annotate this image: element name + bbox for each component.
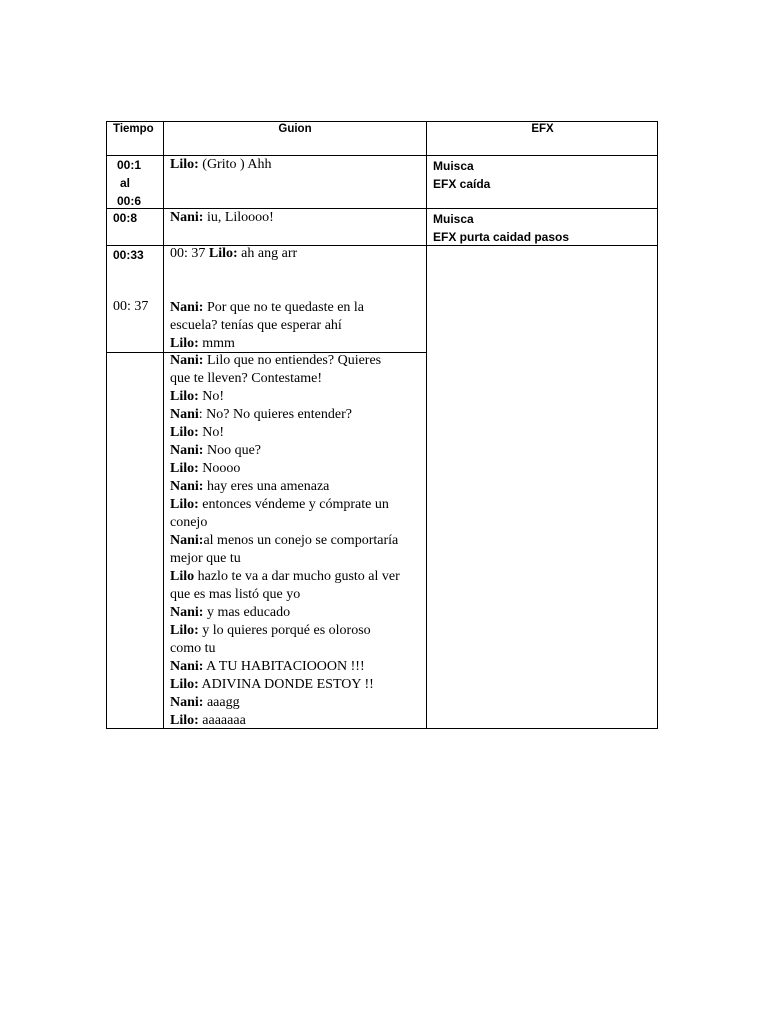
speaker: Nani:	[170, 353, 204, 368]
timestamp-prefix: 00: 37	[170, 246, 209, 261]
speaker: Nani	[170, 407, 199, 422]
dialogue-text: al menos un conejo se comportaría	[203, 533, 399, 548]
dialogue-line	[170, 370, 400, 388]
efx-line: Muisca	[433, 212, 474, 226]
dialogue-text: (Grito ) Ahh	[198, 157, 272, 172]
blank-line	[170, 263, 364, 281]
dialogue-text: : No? No quieres entender?	[198, 407, 352, 422]
dialogue-line	[170, 532, 400, 550]
speaker: Lilo:	[170, 677, 199, 692]
row2-efx	[433, 210, 569, 246]
dialogue-line	[170, 406, 400, 424]
speaker: Lilo:	[170, 336, 199, 351]
efx-line: EFX purta caidad pasos	[433, 230, 570, 244]
dialogue-text: como tu	[170, 641, 216, 656]
blank-line	[170, 281, 364, 299]
row3-tiempo	[113, 247, 144, 265]
dialogue-line	[170, 335, 364, 353]
dialogue-text: que te lleven? Contestame!	[170, 371, 322, 386]
dialogue-text: No!	[198, 425, 225, 440]
speaker: Lilo:	[170, 497, 199, 512]
dialogue-line	[170, 496, 400, 514]
speaker: Nani:	[170, 210, 204, 225]
dialogue-text: que es mas listó que yo	[170, 587, 301, 602]
row2-tiempo	[113, 210, 137, 228]
tiempo-line: 00:6	[117, 194, 142, 208]
dialogue-line	[170, 676, 400, 694]
dialogue-line	[170, 712, 400, 730]
dialogue-text: y mas educado	[203, 605, 291, 620]
dialogue-text: conejo	[170, 515, 208, 530]
speaker: Nani:	[170, 479, 204, 494]
row1-efx	[433, 157, 490, 193]
dialogue-text: No!	[198, 389, 225, 404]
tiempo-line: 00:1	[117, 158, 142, 172]
speaker: Lilo	[170, 569, 195, 584]
dialogue-text: iu, Liloooo!	[203, 210, 274, 225]
speaker: Nani:	[170, 659, 204, 674]
row1-guion	[170, 156, 272, 174]
header-guion: Guion	[278, 123, 312, 135]
dialogue-line	[170, 622, 400, 640]
dialogue-line	[170, 156, 272, 174]
speaker: Nani:	[170, 300, 204, 315]
dialogue-text: ADIVINA DONDE ESTOY !!	[198, 677, 374, 692]
dialogue-text: Noo que?	[203, 443, 261, 458]
row2-guion	[170, 209, 274, 227]
speaker: Lilo:	[170, 461, 199, 476]
dialogue-line	[170, 478, 400, 496]
speaker: Lilo:	[170, 713, 199, 728]
speaker: Lilo:	[170, 389, 199, 404]
dialogue-line	[170, 640, 400, 658]
dialogue-text: mmm	[198, 336, 235, 351]
speaker: Lilo:	[208, 246, 238, 261]
tiempo-line: al	[120, 176, 131, 190]
dialogue-line	[170, 460, 400, 478]
dialogue-text: escuela? tenías que esperar ahí	[170, 318, 342, 333]
dialogue-text: y lo quieres porqué es oloroso	[198, 623, 371, 638]
dialogue-line	[170, 550, 400, 568]
dialogue-line	[170, 514, 400, 532]
dialogue-line	[170, 568, 400, 586]
speaker: Lilo:	[170, 157, 199, 172]
speaker: Nani:	[170, 443, 204, 458]
speaker: Nani:	[170, 605, 204, 620]
dialogue-line	[170, 694, 400, 712]
row1-tiempo	[113, 157, 153, 211]
dialogue-text: entonces véndeme y cómprate un	[198, 497, 389, 512]
dialogue-line	[170, 442, 400, 460]
dialogue-line	[170, 352, 400, 370]
dialogue-text: hazlo te va a dar mucho gusto al ver	[194, 569, 400, 584]
dialogue-text: Lilo que no entiendes? Quieres	[203, 353, 382, 368]
dialogue-line	[170, 388, 400, 406]
efx-line: Muisca	[433, 159, 474, 173]
speaker: Lilo:	[170, 425, 199, 440]
dialogue-text: aaaaaaa	[198, 713, 246, 728]
col-divider-1	[163, 121, 164, 729]
dialogue-line	[170, 424, 400, 442]
dialogue-text: hay eres una amenaza	[203, 479, 330, 494]
dialogue-line	[170, 299, 364, 317]
header-tiempo: Tiempo	[113, 123, 154, 135]
dialogue-text: Por que no te quedaste en la	[203, 300, 365, 315]
dialogue-text: aaagg	[203, 695, 240, 710]
dialogue-text: mejor que tu	[170, 551, 241, 566]
dialogue-line	[170, 317, 364, 335]
dialogue-text: Noooo	[198, 461, 241, 476]
efx-line: EFX caída	[433, 177, 491, 191]
row3-tiempo-2: 00: 37	[113, 299, 149, 314]
tiempo-line: 00:33	[113, 248, 144, 262]
speaker: Nani:	[170, 695, 204, 710]
dialogue-text: ah ang arr	[237, 246, 298, 261]
tiempo-line: 00:8	[113, 211, 138, 225]
row3-guion	[170, 245, 364, 353]
row4-guion	[170, 352, 400, 730]
dialogue-text: A TU HABITACIOOON !!!	[203, 659, 365, 674]
dialogue-line	[170, 586, 400, 604]
dialogue-line	[170, 604, 400, 622]
speaker: Lilo:	[170, 623, 199, 638]
header-efx: EFX	[531, 123, 554, 135]
dialogue-line	[170, 245, 364, 263]
speaker: Nani:	[170, 533, 204, 548]
col-divider-2	[426, 121, 427, 729]
dialogue-line	[170, 209, 274, 227]
dialogue-line	[170, 658, 400, 676]
